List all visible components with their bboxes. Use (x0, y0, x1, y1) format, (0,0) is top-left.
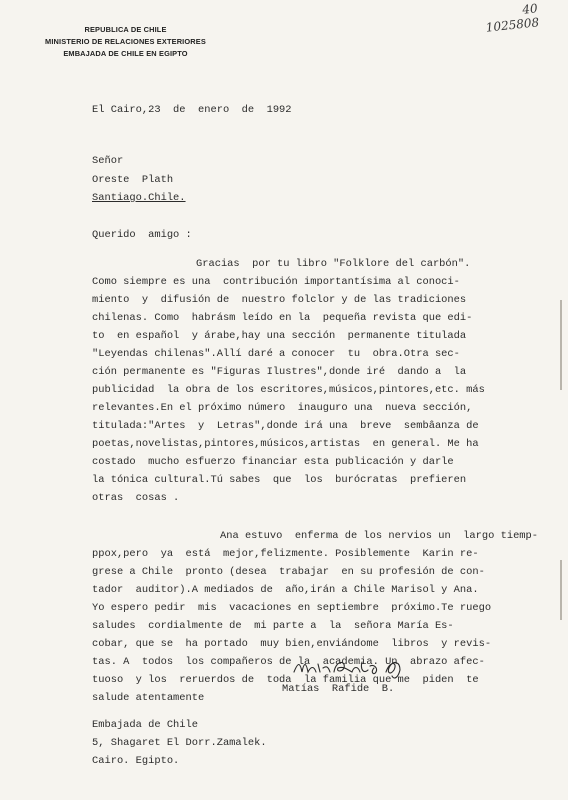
recipient-salutation: Señor (92, 155, 124, 167)
greeting: Querido amigo : (92, 229, 192, 241)
body-line: saludes cordialmente de mi parte a la señora María Es- (92, 620, 454, 632)
body-line: publicidad la obra de los escritores,músicos,pintores,etc. más (92, 384, 485, 396)
body-line: grese a Chile pronto (desea trabajar en su profesión de con- (92, 566, 485, 578)
recipient-city: Santiago.Chile. (92, 192, 186, 204)
letterhead-embassy: EMBAJADA DE CHILE EN EGIPTO (63, 49, 188, 58)
body-line: ción permanente es "Figuras Ilustres",donde iré dando a la (92, 366, 467, 378)
body-line: cobar, que se ha portado muy bien,enviándome libros y revis- (92, 638, 492, 650)
body-line: Gracias por tu libro "Folklore del carbón". (196, 258, 471, 270)
letterhead-ministry: MINISTERIO DE RELACIONES EXTERIORES (45, 37, 206, 46)
body-line: "Leyendas chilenas".Allí daré a conocer tu obra.Otra sec- (92, 348, 460, 360)
date-line: El Cairo,23 de enero de 1992 (92, 104, 292, 116)
body-line: chilenas. Como habrásm leído en la pequeña revista que edi- (92, 312, 473, 324)
body-line: la tónica cultural.Tú sabes que los burócratas prefieren (92, 474, 467, 486)
body-line: to en español y árabe,hay una sección permanente titulada (92, 330, 467, 342)
body-line: miento y difusión de nuestro folclor y de las tradiciones (92, 294, 467, 306)
body-line: relevantes.En el próximo número inauguro una nueva sección, (92, 402, 473, 414)
body-line: Yo espero pedir mis vacaciones en septiembre próximo.Te ruego (92, 602, 492, 614)
paper-edge-shadow (560, 560, 562, 620)
body-line: otras cosas . (92, 492, 180, 504)
body-line: ppox,pero ya está mejor,felizmente. Posiblemente Karin re- (92, 548, 479, 560)
handwritten-signature (290, 654, 440, 682)
letterhead (38, 24, 213, 60)
archive-number: 40 (521, 1, 538, 17)
paper-edge-shadow (560, 300, 562, 390)
sender-address-line3: Cairo. Egipto. (92, 755, 180, 767)
archive-mark (483, 1, 539, 34)
letterhead-country: REPUBLICA DE CHILE (84, 25, 167, 34)
archive-code: 1025808 (484, 15, 540, 35)
body-line: titulada:"Artes y Letras",donde irá una breve sembâanza de (92, 420, 479, 432)
body-line: poetas,novelistas,pintores,músicos,artistas en general. Me ha (92, 438, 479, 450)
sender-address-line1: Embajada de Chile (92, 719, 199, 731)
body-line: Como siempre es una contribución importantísima al conoci- (92, 276, 460, 288)
body-line: Ana estuvo enferma de los nervios un largo tiemp- (220, 530, 539, 542)
body-line: tas. A todos los compañeros de la academia. Un abrazo afec- (92, 656, 485, 668)
body-line: tuoso y los reruerdos de toda la familia que me piden te (92, 674, 479, 686)
body-line: tador auditor).A mediados de año,irán a Chile Marisol y Ana. (92, 584, 479, 596)
body-line: costado mucho esfuerzo financiar esta publicación y darle (92, 456, 454, 468)
typed-signature-name: Matías Rafide B. (282, 683, 395, 695)
body-line: salude atentamente (92, 692, 205, 704)
recipient-name: Oreste Plath (92, 174, 174, 186)
sender-address-line2: 5, Shagaret El Dorr.Zamalek. (92, 737, 267, 749)
